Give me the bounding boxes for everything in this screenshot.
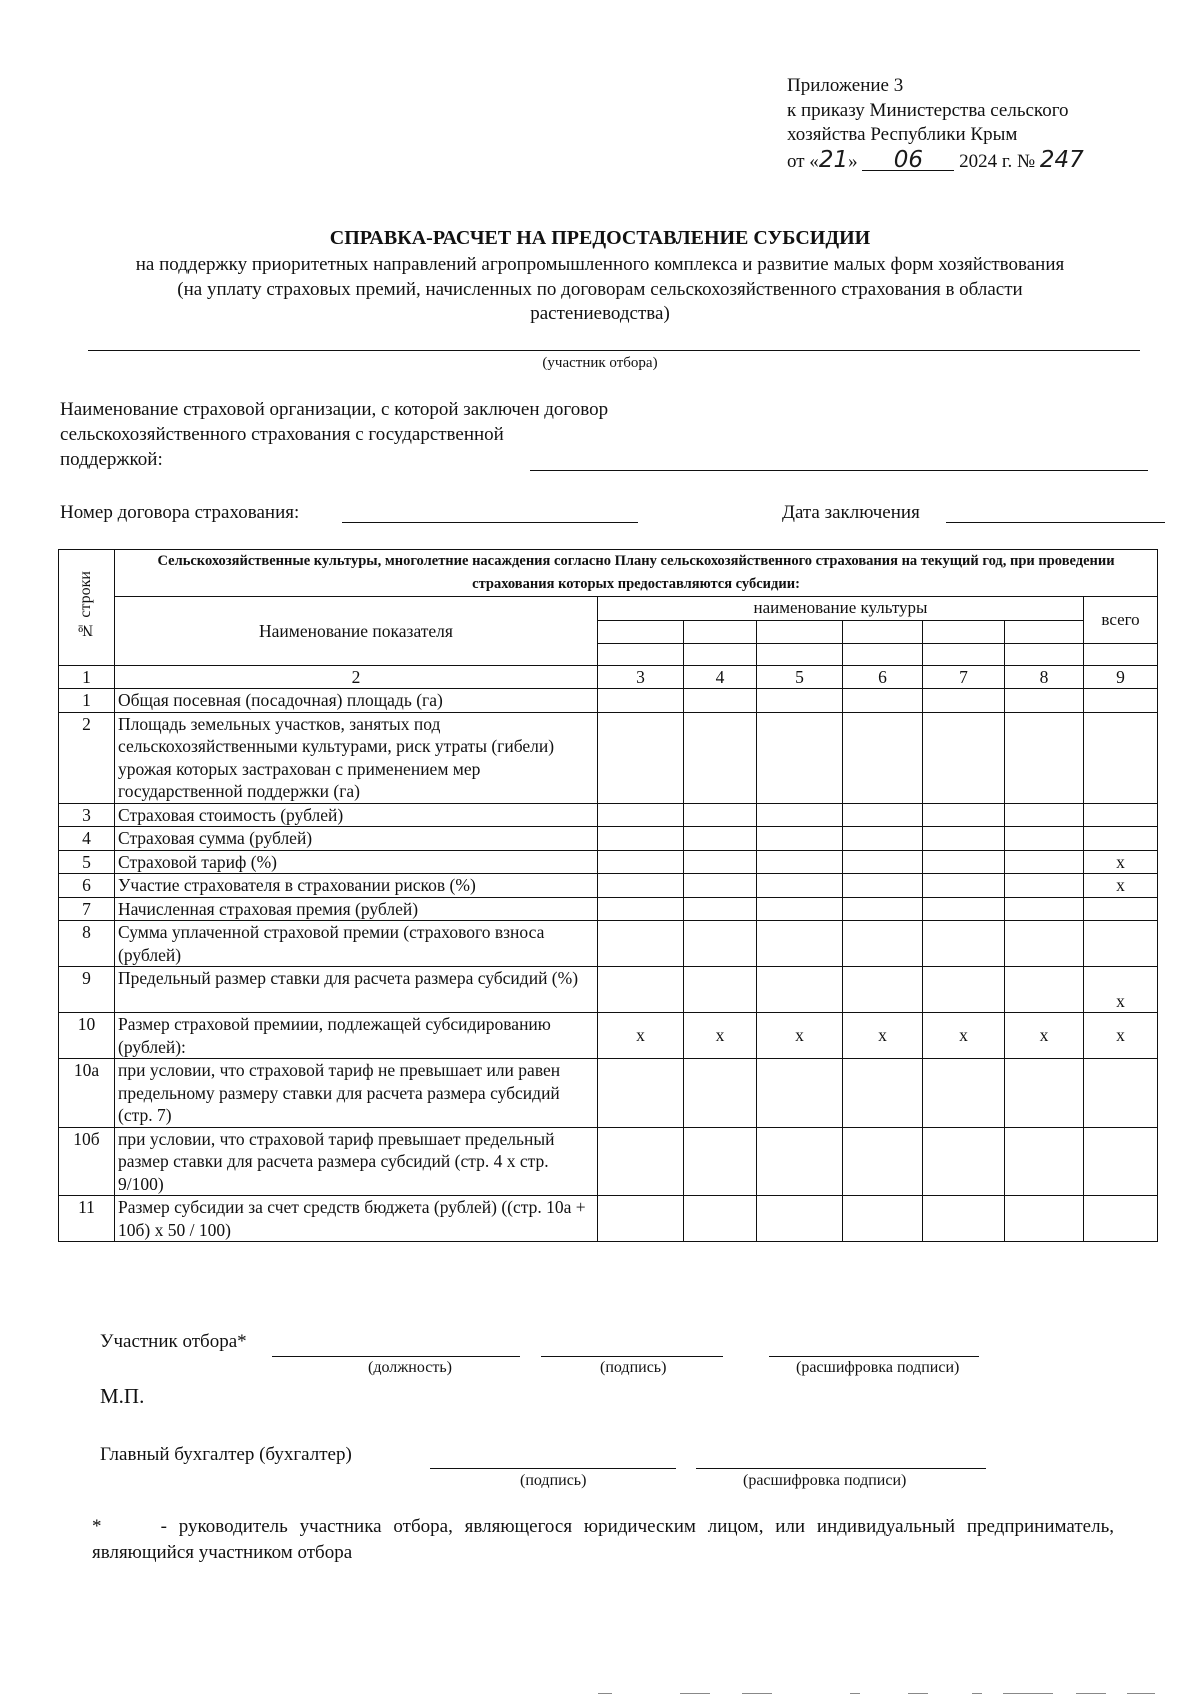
crop-name-cell[interactable] — [1005, 643, 1084, 665]
column-number-cell: 8 — [1005, 665, 1084, 689]
crop-value-cell[interactable] — [843, 897, 923, 921]
insurer-fill-line[interactable] — [530, 470, 1148, 471]
column-number-cell: 6 — [843, 665, 923, 689]
row-number-cell: 2 — [59, 712, 115, 803]
crop-value-cell[interactable] — [757, 897, 843, 921]
indicator-label-cell: Общая посевная (посадочная) площадь (га) — [115, 689, 598, 713]
crop-value-cell[interactable] — [1005, 1196, 1084, 1242]
row-number-cell: 3 — [59, 803, 115, 827]
indicator-label-cell: Страховой тариф (%) — [115, 850, 598, 874]
crop-value-cell[interactable] — [843, 803, 923, 827]
crop-value-cell[interactable] — [684, 712, 757, 803]
crop-value-cell[interactable] — [757, 1127, 843, 1196]
appendix-ministry-line: хозяйства Республики Крым — [787, 124, 1018, 145]
crop-value-cell[interactable] — [598, 967, 684, 1013]
crop-value-cell[interactable] — [923, 1127, 1005, 1196]
x-mark-cell: x — [843, 1013, 923, 1059]
crop-name-cell[interactable] — [598, 620, 684, 643]
crop-value-cell[interactable] — [757, 827, 843, 851]
total-value-cell[interactable] — [1084, 712, 1158, 803]
insurer-line-2: сельскохозяйственного страхования с государственной — [60, 424, 504, 445]
total-value-cell[interactable] — [1084, 1127, 1158, 1196]
row-no-header-text: № строки — [77, 570, 95, 639]
crop-value-cell[interactable] — [598, 827, 684, 851]
x-mark-cell: x — [598, 1013, 684, 1059]
table-row — [59, 1127, 1158, 1196]
scan-mark — [1003, 1693, 1053, 1694]
subtitle-line-1: на поддержку приоритетных направлений агропромышленного комплекса и развитие малых форм хозяйствования — [135, 254, 1065, 275]
x-mark-cell: x — [1084, 967, 1158, 1013]
crop-value-cell[interactable] — [923, 850, 1005, 874]
crop-value-cell[interactable] — [757, 1196, 843, 1242]
crop-value-cell[interactable] — [684, 689, 757, 713]
crop-value-cell[interactable] — [843, 1196, 923, 1242]
crop-value-cell[interactable] — [923, 1196, 1005, 1242]
crop-value-cell[interactable] — [757, 921, 843, 967]
crop-value-cell[interactable] — [923, 897, 1005, 921]
table-row — [59, 689, 1158, 713]
crop-value-cell[interactable] — [684, 897, 757, 921]
crop-value-cell[interactable] — [598, 689, 684, 713]
total-value-cell[interactable] — [1084, 689, 1158, 713]
crop-value-cell[interactable] — [843, 850, 923, 874]
x-mark-cell: x — [1084, 850, 1158, 874]
scan-mark — [742, 1693, 772, 1694]
crop-value-cell[interactable] — [684, 850, 757, 874]
crop-value-cell[interactable] — [598, 850, 684, 874]
row-number-cell: 1 — [59, 689, 115, 713]
crop-value-cell[interactable] — [1005, 1127, 1084, 1196]
decode-caption: (расшифровка подписи) — [796, 1359, 960, 1376]
crop-name-cell[interactable] — [843, 643, 923, 665]
table-row — [59, 967, 1158, 1013]
table-row — [59, 1013, 1158, 1059]
crop-name-cell[interactable] — [684, 643, 757, 665]
appendix-order-line: к приказу Министерства сельского — [787, 99, 1069, 121]
crop-value-cell[interactable] — [598, 874, 684, 898]
indicator-label-cell: при условии, что страховой тариф не превышает или равен предельному размеру ставки для расчета размера субсидий (стр. 7) — [115, 1059, 598, 1128]
appendix-date-line — [787, 148, 1084, 175]
crop-value-cell[interactable] — [923, 921, 1005, 967]
crop-value-cell[interactable] — [757, 874, 843, 898]
date-close: » — [848, 150, 858, 172]
calculation-table — [58, 549, 1158, 1242]
row-number-cell: 10 — [59, 1013, 115, 1059]
crop-value-cell[interactable] — [684, 921, 757, 967]
crop-value-cell[interactable] — [923, 689, 1005, 713]
crop-name-cell[interactable] — [923, 620, 1005, 643]
column-number-cell: 2 — [115, 665, 598, 689]
crop-value-cell[interactable] — [684, 1196, 757, 1242]
x-mark-cell: x — [1084, 874, 1158, 898]
total-value-cell[interactable] — [1084, 1196, 1158, 1242]
scan-mark — [972, 1693, 982, 1694]
row-number-cell: 9 — [59, 967, 115, 1013]
table-row — [59, 897, 1158, 921]
crop-value-cell[interactable] — [684, 967, 757, 1013]
position-caption: (должность) — [368, 1359, 452, 1376]
crop-name-cell[interactable] — [684, 620, 757, 643]
total-value-cell[interactable] — [1084, 921, 1158, 967]
indicator-label-cell: Страховая стоимость (рублей) — [115, 803, 598, 827]
indicator-label-cell: Страховая сумма (рублей) — [115, 827, 598, 851]
appendix-block — [787, 74, 1084, 174]
crop-value-cell[interactable] — [757, 712, 843, 803]
crop-value-cell[interactable] — [598, 921, 684, 967]
indicator-label-cell: Размер страховой премиии, подлежащей субсидированию (рублей): — [115, 1013, 598, 1059]
crop-value-cell[interactable] — [923, 1059, 1005, 1128]
crop-value-cell[interactable] — [1005, 689, 1084, 713]
column-number-cell: 3 — [598, 665, 684, 689]
crop-value-cell[interactable] — [757, 1059, 843, 1128]
crop-value-cell[interactable] — [598, 803, 684, 827]
table-row — [59, 1196, 1158, 1242]
column-number-cell: 4 — [684, 665, 757, 689]
crop-name-cell[interactable] — [757, 620, 843, 643]
crop-name-cell[interactable] — [757, 643, 843, 665]
stamp-place: М.П. — [100, 1384, 145, 1408]
crop-value-cell[interactable] — [843, 827, 923, 851]
crop-name-header: наименование культуры — [598, 597, 1084, 621]
crop-value-cell[interactable] — [843, 712, 923, 803]
accountant-decode-caption: (расшифровка подписи) — [743, 1472, 907, 1489]
crop-value-cell[interactable] — [923, 967, 1005, 1013]
footnote-text: - руководитель участника отбора, являющегося юридическим лицом, или индивидуальный предприниматель, являющийся участником отбора — [92, 1516, 1114, 1563]
indicator-label-cell: Размер субсидии за счет средств бюджета (рублей) ((стр. 10а + 10б) х 50 / 100) — [115, 1196, 598, 1242]
position-fill-line[interactable] — [272, 1356, 520, 1357]
crop-name-cell[interactable] — [598, 643, 684, 665]
table-row — [59, 850, 1158, 874]
total-value-cell[interactable] — [1084, 897, 1158, 921]
indicator-label-cell: Площадь земельных участков, занятых под сельскохозяйственными культурами, риск утраты (гибели) урожая которых застрахован с применением мер государственной поддержки (га) — [115, 712, 598, 803]
indicator-label-cell: Начисленная страховая премия (рублей) — [115, 897, 598, 921]
crop-value-cell[interactable] — [684, 803, 757, 827]
subtitle-line-3: растениеводства) — [530, 303, 670, 324]
table-row — [59, 921, 1158, 967]
table-row — [59, 712, 1158, 803]
table-row — [59, 1059, 1158, 1128]
scan-mark — [908, 1693, 928, 1694]
crop-value-cell[interactable] — [1005, 874, 1084, 898]
order-number-handwritten: 247 — [1039, 146, 1084, 173]
crop-value-cell[interactable] — [923, 803, 1005, 827]
subtitle-line-2: (на уплату страховых премий, начисленных по договорам сельскохозяйственного страхования в области — [177, 278, 1023, 300]
crop-name-cell[interactable] — [923, 643, 1005, 665]
crop-value-cell[interactable] — [843, 1059, 923, 1128]
crop-value-cell[interactable] — [843, 874, 923, 898]
row-number-cell: 5 — [59, 850, 115, 874]
column-number-cell: 5 — [757, 665, 843, 689]
crop-value-cell[interactable] — [598, 712, 684, 803]
date-year: 2024 г. № — [959, 150, 1036, 172]
scan-mark — [850, 1693, 860, 1694]
date-prefix: от « — [787, 150, 819, 172]
crop-value-cell[interactable] — [684, 827, 757, 851]
footnote — [92, 1514, 1114, 1566]
signature-fill-line[interactable] — [541, 1356, 723, 1357]
crop-value-cell[interactable] — [923, 827, 1005, 851]
crop-value-cell[interactable] — [843, 1127, 923, 1196]
participant-caption: (участник отбора) — [542, 355, 658, 371]
row-number-cell: 4 — [59, 827, 115, 851]
crop-value-cell[interactable] — [1005, 850, 1084, 874]
crop-value-cell[interactable] — [1005, 803, 1084, 827]
crop-value-cell[interactable] — [598, 897, 684, 921]
row-number-cell: 10а — [59, 1059, 115, 1128]
crop-value-cell[interactable] — [1005, 897, 1084, 921]
crop-value-cell[interactable] — [598, 1196, 684, 1242]
accountant-signature-line[interactable] — [430, 1468, 676, 1469]
column-numbers-row — [59, 665, 1158, 689]
x-mark-cell: x — [757, 1013, 843, 1059]
date-day-handwritten: 21 — [818, 146, 849, 173]
x-mark-cell: x — [923, 1013, 1005, 1059]
total-value-cell[interactable] — [1084, 803, 1158, 827]
crop-value-cell[interactable] — [684, 1059, 757, 1128]
row-no-header — [59, 550, 115, 666]
crop-value-cell[interactable] — [843, 967, 923, 1013]
crop-name-cell[interactable] — [1005, 620, 1084, 643]
crop-name-cell[interactable] — [843, 620, 923, 643]
contract-date-label: Дата заключения — [782, 502, 920, 523]
row-number-cell: 11 — [59, 1196, 115, 1242]
scan-mark — [598, 1693, 612, 1694]
crop-value-cell[interactable] — [923, 712, 1005, 803]
indicator-label-cell: Предельный размер ставки для расчета размера субсидий (%) — [115, 967, 598, 1013]
signature-caption: (подпись) — [600, 1359, 667, 1376]
decode-fill-line[interactable] — [769, 1356, 979, 1357]
insurer-line-3: поддержкой: — [60, 449, 163, 470]
table-row — [59, 827, 1158, 851]
x-mark-cell: x — [1084, 1013, 1158, 1059]
crop-value-cell[interactable] — [1005, 967, 1084, 1013]
crops-header: Сельскохозяйственные культуры, многолетние насаждения согласно Плану сельскохозяйственного страхования на текущий год, при проведении страхования которых предоставляются субсидии: — [115, 550, 1158, 597]
scan-mark — [680, 1693, 710, 1694]
indicator-label-cell: при условии, что страховой тариф превышает предельный размер ставки для расчета размера субсидий (стр. 4 х стр. 9/100) — [115, 1127, 598, 1196]
total-value-cell[interactable] — [1084, 1059, 1158, 1128]
insurer-line-1: Наименование страховой организации, с которой заключен договор — [60, 399, 609, 420]
contract-number-fill-line[interactable] — [342, 522, 638, 523]
crop-value-cell[interactable] — [843, 921, 923, 967]
crop-value-cell[interactable] — [757, 803, 843, 827]
crop-value-cell[interactable] — [757, 689, 843, 713]
crop-value-cell[interactable] — [598, 1127, 684, 1196]
x-mark-cell: x — [684, 1013, 757, 1059]
crop-value-cell[interactable] — [923, 874, 1005, 898]
row-number-cell: 10б — [59, 1127, 115, 1196]
row-number-cell: 6 — [59, 874, 115, 898]
participant-fill-line[interactable] — [88, 350, 1140, 351]
contract-date-fill-line[interactable] — [946, 522, 1165, 523]
crop-value-cell[interactable] — [843, 689, 923, 713]
indicator-label-cell: Участие страхователя в страховании рисков (%) — [115, 874, 598, 898]
scan-mark — [1076, 1693, 1106, 1694]
date-month-handwritten: 06 — [862, 150, 954, 171]
accountant-signature-caption: (подпись) — [520, 1472, 587, 1489]
column-number-cell: 1 — [59, 665, 115, 689]
crop-value-cell[interactable] — [1005, 712, 1084, 803]
indicator-header: Наименование показателя — [115, 597, 598, 666]
table-row — [59, 803, 1158, 827]
x-mark-cell: x — [1005, 1013, 1084, 1059]
total-value-cell[interactable] — [1084, 827, 1158, 851]
column-number-cell: 7 — [923, 665, 1005, 689]
scan-mark — [1127, 1693, 1155, 1694]
row-number-cell: 7 — [59, 897, 115, 921]
crop-value-cell[interactable] — [684, 1127, 757, 1196]
accountant-decode-line[interactable] — [696, 1468, 986, 1469]
document-title: СПРАВКА-РАСЧЕТ НА ПРЕДОСТАВЛЕНИЕ СУБСИДИИ — [329, 227, 871, 249]
accountant-label: Главный бухгалтер (бухгалтер) — [100, 1444, 352, 1465]
indicator-label-cell: Сумма уплаченной страховой премии (страхового взноса (рублей) — [115, 921, 598, 967]
crop-value-cell[interactable] — [1005, 827, 1084, 851]
total-header: всего — [1084, 597, 1158, 644]
table-row — [59, 874, 1158, 898]
insurer-label — [60, 397, 608, 472]
crop-value-cell[interactable] — [1005, 921, 1084, 967]
contract-number-label: Номер договора страхования: — [60, 502, 300, 523]
crop-value-cell[interactable] — [598, 1059, 684, 1128]
crop-value-cell[interactable] — [684, 874, 757, 898]
crop-value-cell[interactable] — [757, 967, 843, 1013]
total-sub-cell[interactable] — [1084, 643, 1158, 665]
crop-value-cell[interactable] — [757, 850, 843, 874]
appendix-title: Приложение 3 — [787, 75, 904, 96]
crop-value-cell[interactable] — [1005, 1059, 1084, 1128]
participant-signature-label: Участник отбора* — [100, 1331, 247, 1352]
footnote-star: * — [92, 1516, 102, 1537]
column-number-cell: 9 — [1084, 665, 1158, 689]
row-number-cell: 8 — [59, 921, 115, 967]
document-subtitle — [30, 253, 1170, 327]
